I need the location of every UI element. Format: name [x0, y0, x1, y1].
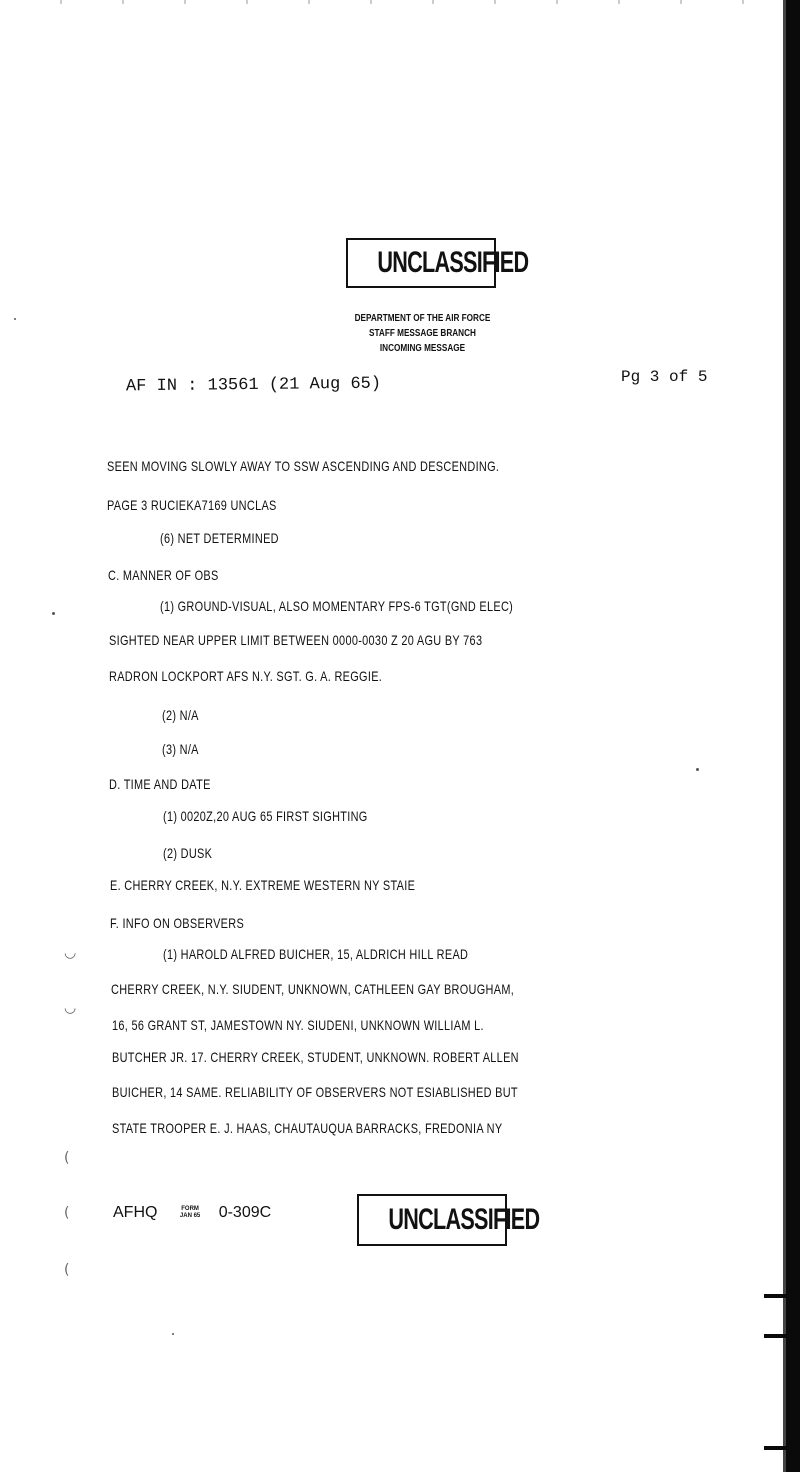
form-meta: [180, 1206, 200, 1220]
punch-mark: (: [64, 1150, 70, 1166]
body-line: RADRON LOCKPORT AFS N.Y. SGT. G. A. REGGIE.: [109, 668, 383, 684]
body-line: SIGHTED NEAR UPPER LIMIT BETWEEN 0000-0030 Z 20 AGU BY 763: [109, 632, 483, 648]
body-line: STATE TROOPER E. J. HAAS, CHAUTAUQUA BARRACKS, FREDONIA NY: [112, 1120, 503, 1136]
department-header: [338, 311, 506, 356]
classification-stamp-bottom: [357, 1194, 540, 1246]
body-line: C. MANNER OF OBS: [108, 567, 219, 583]
scan-speck: [52, 612, 55, 615]
message-type-line: INCOMING MESSAGE: [379, 343, 466, 354]
form-word: FORM: [181, 1205, 199, 1212]
body-line: (1) HAROLD ALFRED BUICHER, 15, ALDRICH HILL READ: [163, 946, 469, 962]
body-line: PAGE 3 RUCIEKA7169 UNCLAS: [107, 497, 277, 513]
body-line: BUICHER, 14 SAME. RELIABILITY OF OBSERVERS NOT ESIABLISHED BUT: [112, 1084, 518, 1100]
punch-mark: ◡: [64, 1000, 77, 1016]
scan-edge-tick: [764, 1334, 800, 1338]
classification-label: UNCLASSIFIED: [377, 246, 529, 279]
department-line: DEPARTMENT OF THE AIR FORCE: [354, 313, 491, 324]
body-line: (2) DUSK: [163, 845, 213, 861]
body-line: E. CHERRY CREEK, N.Y. EXTREME WESTERN NY STAIE: [110, 877, 416, 893]
scan-edge-dots: [0, 0, 780, 4]
form-code: 0-309C: [218, 1204, 272, 1221]
body-line: D. TIME AND DATE: [109, 776, 211, 792]
body-line: (1) 0020Z,20 AUG 65 FIRST SIGHTING: [163, 808, 368, 824]
classification-label: UNCLASSIFIED: [388, 1203, 540, 1236]
body-line: CHERRY CREEK, N.Y. SIUDENT, UNKNOWN, CATHLEEN GAY BROUGHAM,: [111, 981, 515, 997]
body-line: (6) NET DETERMINED: [160, 530, 279, 546]
body-line: (2) N/A: [162, 707, 199, 723]
scan-edge-tick: [764, 1446, 800, 1450]
scan-speck: [696, 768, 699, 771]
scan-speck: [14, 318, 16, 320]
page-number: Pg 3 of 5: [621, 368, 708, 386]
form-org: AFHQ: [113, 1204, 158, 1221]
body-line: (1) GROUND-VISUAL, ALSO MOMENTARY FPS-6 TGT(GND ELEC): [160, 598, 514, 614]
punch-mark: (: [64, 1205, 70, 1221]
scan-edge-tick: [764, 1294, 800, 1298]
classification-stamp-top: [346, 238, 529, 288]
scan-speck: [172, 1333, 174, 1335]
punch-mark: (: [64, 1262, 70, 1278]
body-line: F. INFO ON OBSERVERS: [110, 915, 245, 931]
scan-edge-bar: [786, 0, 800, 1472]
form-date: JAN 65: [179, 1212, 201, 1219]
punch-mark: ◡: [64, 945, 77, 961]
message-id: AF IN : 13561 (21 Aug 65): [125, 374, 382, 397]
body-line: (3) N/A: [162, 741, 199, 757]
branch-line: STAFF MESSAGE BRANCH: [369, 328, 476, 339]
form-footer: [113, 1204, 271, 1222]
body-line: SEEN MOVING SLOWLY AWAY TO SSW ASCENDING AND DESCENDING.: [107, 458, 500, 474]
body-line: BUTCHER JR. 17. CHERRY CREEK, STUDENT, UNKNOWN. ROBERT ALLEN: [112, 1049, 519, 1065]
body-line: 16, 56 GRANT ST, JAMESTOWN NY. SIUDENI, UNKNOWN WILLIAM L.: [112, 1017, 484, 1033]
